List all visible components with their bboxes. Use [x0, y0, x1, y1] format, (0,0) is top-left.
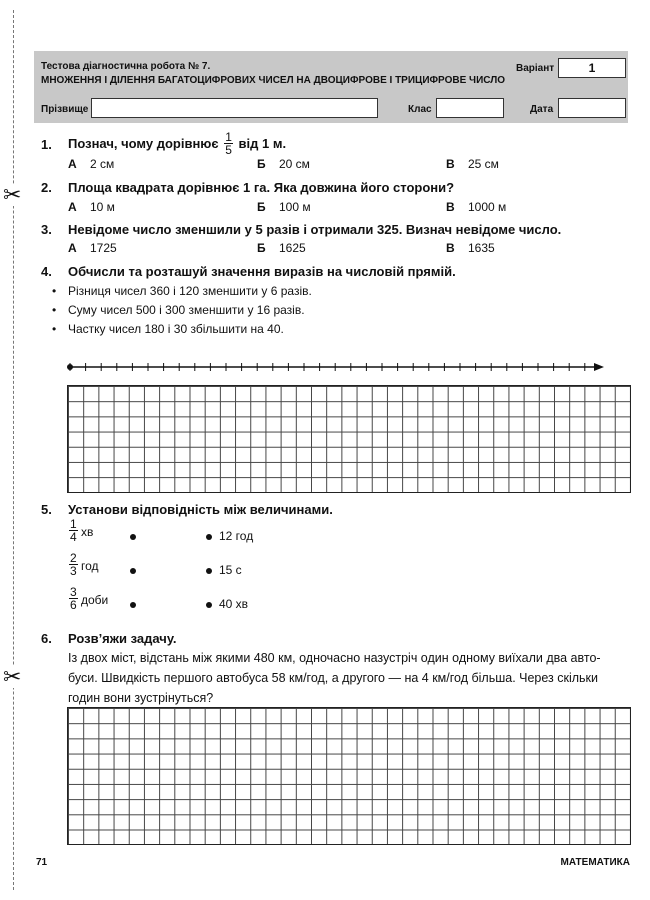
q3-option-c[interactable] [446, 241, 495, 255]
question-4-number: 4. [41, 264, 52, 279]
question-4-text: Обчисли та розташуй значення виразів на числовій прямій. [68, 264, 456, 279]
fraction-denominator: 3 [70, 564, 77, 578]
match-right-value: 12 год [219, 529, 254, 543]
bullet-item [54, 303, 305, 317]
class-field[interactable] [436, 98, 504, 118]
surname-field[interactable] [91, 98, 378, 118]
q3-option-a[interactable] [68, 241, 117, 255]
question-3-number: 3. [41, 222, 52, 237]
subject-label: МАТЕМАТИКА [560, 857, 630, 868]
unit-label: доби [81, 593, 109, 607]
scissors-icon: ✂ [3, 182, 22, 207]
option-letter: Б [257, 157, 266, 171]
fraction-denominator: 5 [225, 143, 232, 157]
surname-label: Прізвище [41, 104, 89, 115]
match-row [67, 552, 367, 586]
option-value: 1635 [468, 241, 495, 255]
question-1-text [68, 131, 286, 156]
unit-label: год [81, 559, 99, 573]
option-value: 1000 м [468, 200, 507, 214]
number-line[interactable] [60, 358, 610, 378]
answer-grid[interactable] [67, 707, 631, 845]
unit-label: хв [81, 525, 94, 539]
option-letter: А [68, 200, 77, 214]
option-letter: В [446, 241, 455, 255]
question-2-number: 2. [41, 180, 52, 195]
option-letter: В [446, 157, 455, 171]
question-6-number: 6. [41, 631, 52, 646]
option-letter: Б [257, 200, 266, 214]
scissors-icon: ✂ [3, 664, 22, 689]
option-value: 25 см [468, 157, 499, 171]
test-topic: МНОЖЕННЯ І ДІЛЕННЯ БАГАТОЦИФРОВИХ ЧИСЕЛ НА ДВОЦИФРОВЕ І ТРИЦИФРОВЕ ЧИСЛО [41, 75, 506, 86]
q2-option-b[interactable] [257, 200, 311, 214]
fraction [69, 586, 78, 611]
date-field[interactable] [558, 98, 626, 118]
question-1-text-before: Познач, чому дорівнює [68, 136, 219, 151]
page-number: 71 [36, 857, 48, 868]
question-5-number: 5. [41, 502, 52, 517]
match-right-value: 40 хв [219, 597, 249, 611]
option-value: 100 м [279, 200, 311, 214]
fraction-one-fifth [224, 131, 233, 156]
bullet-item [54, 322, 284, 336]
option-value: 2 см [90, 157, 115, 171]
test-number: Тестова діагностична робота № 7. [41, 61, 211, 72]
option-value: 10 м [90, 200, 115, 214]
q3-option-b[interactable] [257, 241, 306, 255]
option-value: 1725 [90, 241, 117, 255]
fraction-numerator: 1 [225, 130, 232, 144]
q1-option-c[interactable] [446, 157, 499, 171]
problem-line: Із двох міст, відстань між якими 480 км, одночасно назустріч один одному виїхали два авто- [68, 651, 601, 665]
q2-option-c[interactable] [446, 200, 506, 214]
test-header [34, 51, 628, 123]
option-letter: В [446, 200, 455, 214]
bullet-text: Різниця чисел 360 і 120 зменшити у 6 разів. [68, 284, 312, 298]
option-letter: А [68, 157, 77, 171]
match-right-value: 15 с [219, 563, 242, 577]
fraction-numerator: 2 [70, 551, 77, 565]
problem-line: годин вони зустрінуться? [68, 691, 214, 705]
fraction [69, 518, 78, 543]
option-value: 1625 [279, 241, 306, 255]
q1-option-b[interactable] [257, 157, 310, 171]
class-label: Клас [408, 104, 432, 115]
problem-line: буси. Швидкість першого автобуса 58 км/год, а другого — на 4 км/год більша. Через скільки [68, 671, 599, 685]
match-row [67, 518, 367, 552]
question-2-text: Площа квадрата дорівнює 1 га. Яка довжина його сторони? [68, 180, 455, 195]
question-5-text: Установи відповідність між величинами. [68, 502, 333, 517]
match-dot-left[interactable] [130, 568, 136, 574]
fraction-numerator: 3 [70, 585, 77, 599]
fraction-numerator: 1 [70, 517, 77, 531]
option-value: 20 см [279, 157, 310, 171]
fraction-denominator: 6 [70, 598, 77, 612]
variant-field[interactable]: 1 [558, 58, 626, 78]
question-1-text-after: від 1 м. [238, 136, 287, 151]
option-letter: Б [257, 241, 266, 255]
problem-text [68, 648, 633, 708]
q1-option-a[interactable] [68, 157, 114, 171]
match-dot-left[interactable] [130, 534, 136, 540]
question-1-number: 1. [41, 137, 52, 152]
bullet-item [54, 284, 312, 298]
bullet-text: Частку чисел 180 і 30 збільшити на 40. [68, 322, 284, 336]
cut-line [13, 10, 14, 890]
fraction [69, 552, 78, 577]
match-dot-right[interactable] [206, 602, 212, 608]
question-3-text: Невідоме число зменшили у 5 разів і отримали 325. Визнач невідоме число. [68, 222, 562, 237]
fraction-denominator: 4 [70, 530, 77, 544]
variant-label: Варіант [516, 63, 555, 74]
option-letter: А [68, 241, 77, 255]
q2-option-a[interactable] [68, 200, 115, 214]
match-dot-right[interactable] [206, 534, 212, 540]
match-row [67, 586, 367, 620]
answer-grid[interactable] [67, 385, 631, 493]
match-dot-right[interactable] [206, 568, 212, 574]
match-dot-left[interactable] [130, 602, 136, 608]
question-6-title: Розв’яжи задачу. [68, 631, 177, 646]
bullet-text: Суму чисел 500 і 300 зменшити у 16 разів. [68, 303, 305, 317]
date-label: Дата [530, 104, 554, 115]
